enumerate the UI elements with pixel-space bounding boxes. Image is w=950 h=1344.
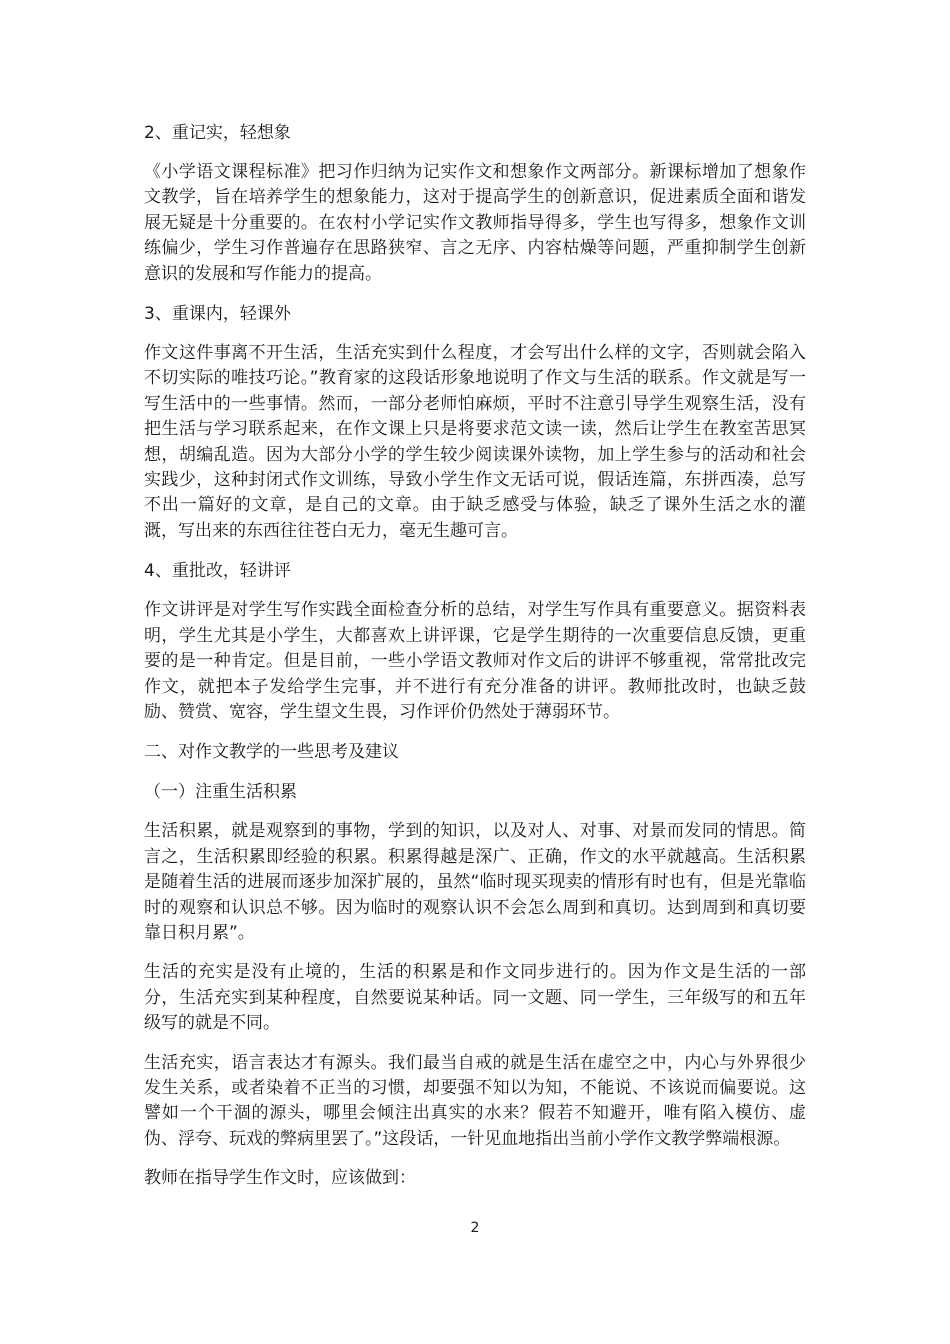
- paragraph-life-enrichment: 生活的充实是没有止境的，生活的积累是和作文同步进行的。因为作文是生活的一部分，生活充实到某种程度，自然要说某种话。同一文题、同一学生，三年级写的和五年级写的就是不同。: [144, 962, 806, 1034]
- paragraph-life-accumulation: 生活积累，就是观察到的事物，学到的知识，以及对人、对事、对景而发同的情思。简言之，生活积累即经验的积累。积累得越是深广、正确，作文的水平就越高。生活积累是随着生活的进展而逐步加深扩展的，虽然“临时现买现卖的情形有时也有，但是光靠临时的观察和认识总不够。因为临时的观察认识不会怎么周到和真切。达到周到和真切要靠日积月累”。: [144, 821, 806, 943]
- chapter-heading-reflections: 二、对作文教学的一些思考及建议: [144, 742, 399, 763]
- document-body: [144, 120, 806, 1206]
- section-heading-correction-vs-review: 4、重批改，轻讲评: [144, 561, 291, 582]
- paragraph-teacher-guidance: 教师在指导学生作文时，应该做到：: [144, 1168, 416, 1189]
- page-number: 2: [470, 1220, 480, 1236]
- section-heading-record-vs-imagination: 2、重记实，轻想象: [144, 123, 291, 143]
- subsection-heading-life-accumulation: （一）注重生活积累: [144, 782, 297, 803]
- paragraph-writing-review: 作文讲评是对学生写作实践全面检查分析的总结，对学生写作具有重要意义。据资料表明，学生尤其是小学生，大都喜欢上讲评课，它是学生期待的一次重要信息反馈，更重要的是一种肯定。但是目前，一些小学语文教师对作文后的讲评不够重视，常常批改完作文，就把本子发给学生完事，并不进行有充分准备的讲评。教师批改时，也缺乏鼓励、赞赏、宽容，学生望文生畏，习作评价仍然处于薄弱环节。: [144, 600, 806, 722]
- paragraph-curriculum-standard: 《小学语文课程标准》把习作归纳为记实作文和想象作文两部分。新课标增加了想象作文教学，旨在培养学生的想象能力，这对于提高学生的创新意识，促进素质全面和谐发展无疑是十分重要的。在农村小学记实作文教师指导得多，学生也写得多，想象作文训练偏少，学生习作普遍存在思路狭窄、言之无序、内容枯燥等问题，严重抑制学生创新意识的发展和写作能力的提高。: [144, 162, 806, 284]
- paragraph-writing-and-life: 作文这件事离不开生活，生活充实到什么程度，才会写出什么样的文字，否则就会陷入不切实际的唯技巧论。”教育家的这段话形象地说明了作文与生活的联系。作文就是写一写生活中的一些事情。然而，一部分老师怕麻烦，平时不注意引导学生观察生活，没有把生活与学习联系起来，在作文课上只是将要求范文读一读，然后让学生在教室苦思冥想，胡编乱造。因为大部分小学的学生较少阅读课外读物，加上学生参与的活动和社会实践少，这种封闭式作文训练，导致小学生作文无话可说，假话连篇，东拼西凑，总写不出一篇好的文章，是自己的文章。由于缺乏感受与体验，缺乏了课外生活之水的灌溉，写出来的东西往往苍白无力，毫无生趣可言。: [144, 343, 806, 541]
- paragraph-language-source: 生活充实，语言表达才有源头。我们最当自戒的就是生活在虚空之中，内心与外界很少发生关系，或者染着不正当的习惯，却要强不知以为知，不能说、不该说而偏要说。这譬如一个干涸的源头，哪里会倾注出真实的水来？假若不知避开，唯有陷入模仿、虚伪、浮夸、玩戏的弊病里罢了。”这段话，一针见血地指出当前小学作文教学弊端根源。: [144, 1052, 806, 1149]
- section-heading-in-class-vs-out-of-class: 3、重课内，轻课外: [144, 304, 291, 325]
